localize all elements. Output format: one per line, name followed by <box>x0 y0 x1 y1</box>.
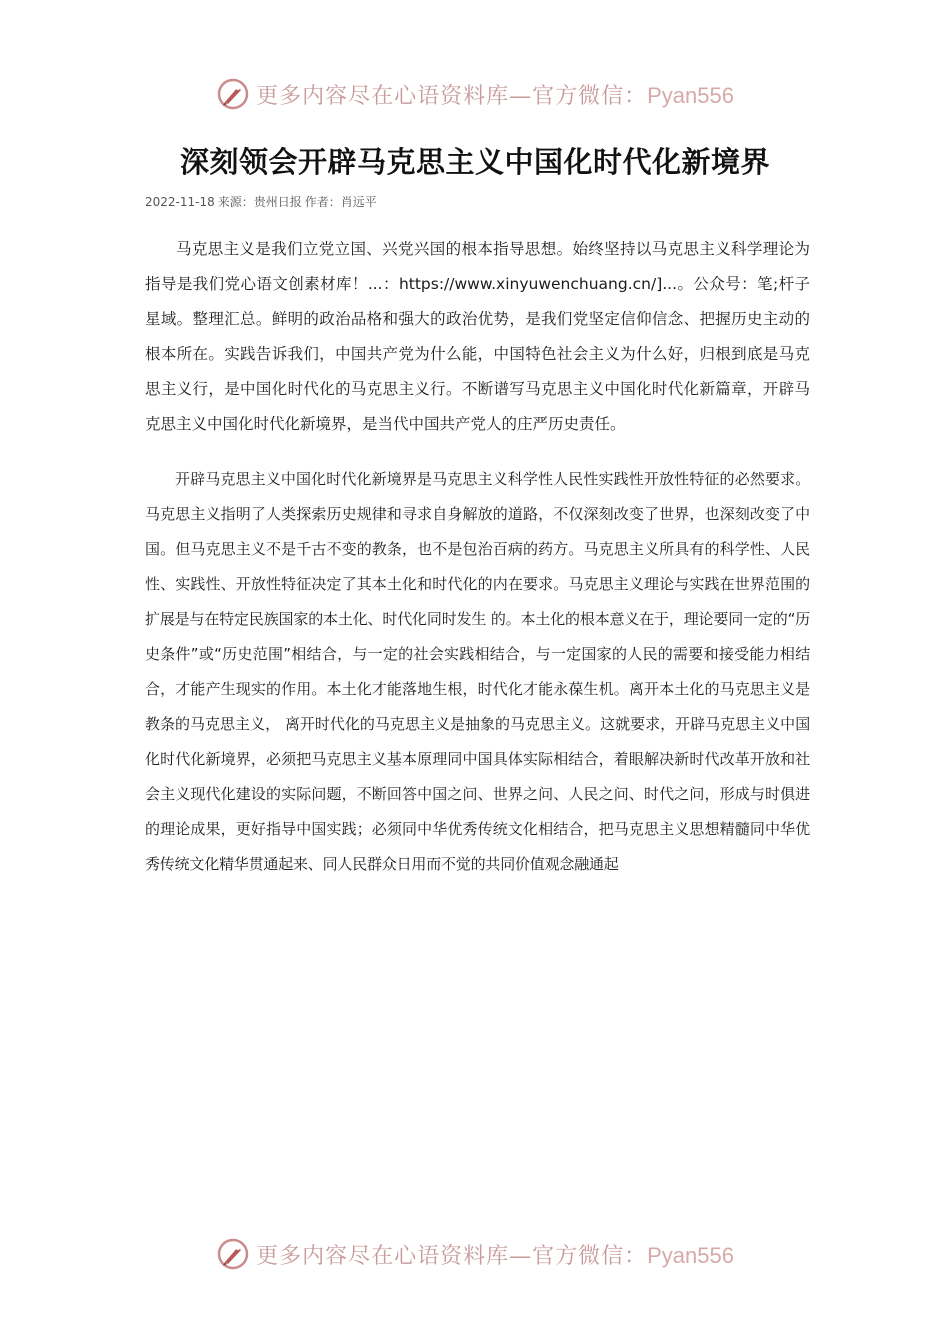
page-title: 深刻领会开辟马克思主义中国化时代化新境界 <box>179 145 770 179</box>
article-paragraph: 开辟马克思主义中国化时代化新境界是马克思主义科学性人民性实践性开放性特征的必然要求。马克思主义指明了人类探索历史规律和寻求自身解放的道路，不仅深刻改变了世界，也深刻改变了中国。但马克思主义不是千古不变的教条，也不是包治百病的药方。马克思主义所具有的科学性、人民性、实践性、开放性特征决定了其本土化和时代化的内在要求。马克思主义理论与实践在世界范围的扩展是与在特定民族国家的本土化、时代化同时发生 的。本土化的根本意义在于，理论要同一定的“历史条件”或“历史范围”相结合，与一定的社会实践相结合，与一定国家的人民的需要和接受能力相结合，才能产生现实的作用。本土化才能落地生根，时代化才能永葆生机。离开本土化的马克思主义是教条的马克思主义， 离开时代化的马克思主义是抽象的马克思主义。这就要求，开辟马克思主义中国化时代化新境界，必须把马克思主义基本原理同中国具体实际相结合，着眼解决新时代改革开放和社会主义现代化建设的实际问题，不断回答中国之问、世界之问、人民之问、时代之问，形成与时俱进的理论成果，更好指导中国实践；必须同中华优秀传统文化相结合，把马克思主义思想精髓同中华优秀传统文化精华贯通起来、同人民群众日用而不觉的共同价值观念融通起 <box>145 470 810 873</box>
article-meta <box>145 193 380 210</box>
pen-nib-logo-icon <box>216 77 250 111</box>
article-date: 2022-11-18 <box>145 195 215 209</box>
article-body <box>145 232 810 902</box>
banner-label: 更多内容尽在心语资料库—官方微信： <box>256 83 648 109</box>
article-author: 作者：肖远平 <box>304 195 377 209</box>
banner-brand: Pyan556 <box>647 82 734 108</box>
header-banner <box>0 70 950 118</box>
pen-nib-logo-icon <box>216 1237 250 1271</box>
banner-brand: Pyan556 <box>647 1242 734 1268</box>
banner-text <box>256 79 734 110</box>
banner-label: 更多内容尽在心语资料库—官方微信： <box>256 1243 648 1269</box>
banner-text <box>256 1239 734 1270</box>
article-paragraph: 马克思主义是我们立党立国、兴党兴国的根本指导思想。始终坚持以马克思主义科学理论为指导是我们党心语文创素材库！...：https://www.xinyuwenchuang.cn/]...。公众号：笔;杆子星域。整理汇总。鲜明的政治品格和强大的政治优势，是我们党坚定信仰信念、把握历史主动的根本所在。实践告诉我们，中国共产党为什么能，中国特色社会主义为什么好，归根到底是马克思主义行，是中国化时代化的马克思主义行。不断谱写马克思主义中国化时代化新篇章，开辟马克思主义中国化时代化新境界，是当代中国共产党人的庄严历史责任。 <box>145 240 810 433</box>
footer-banner <box>0 1230 950 1278</box>
article-source: 来源：贵州日报 <box>217 195 302 209</box>
